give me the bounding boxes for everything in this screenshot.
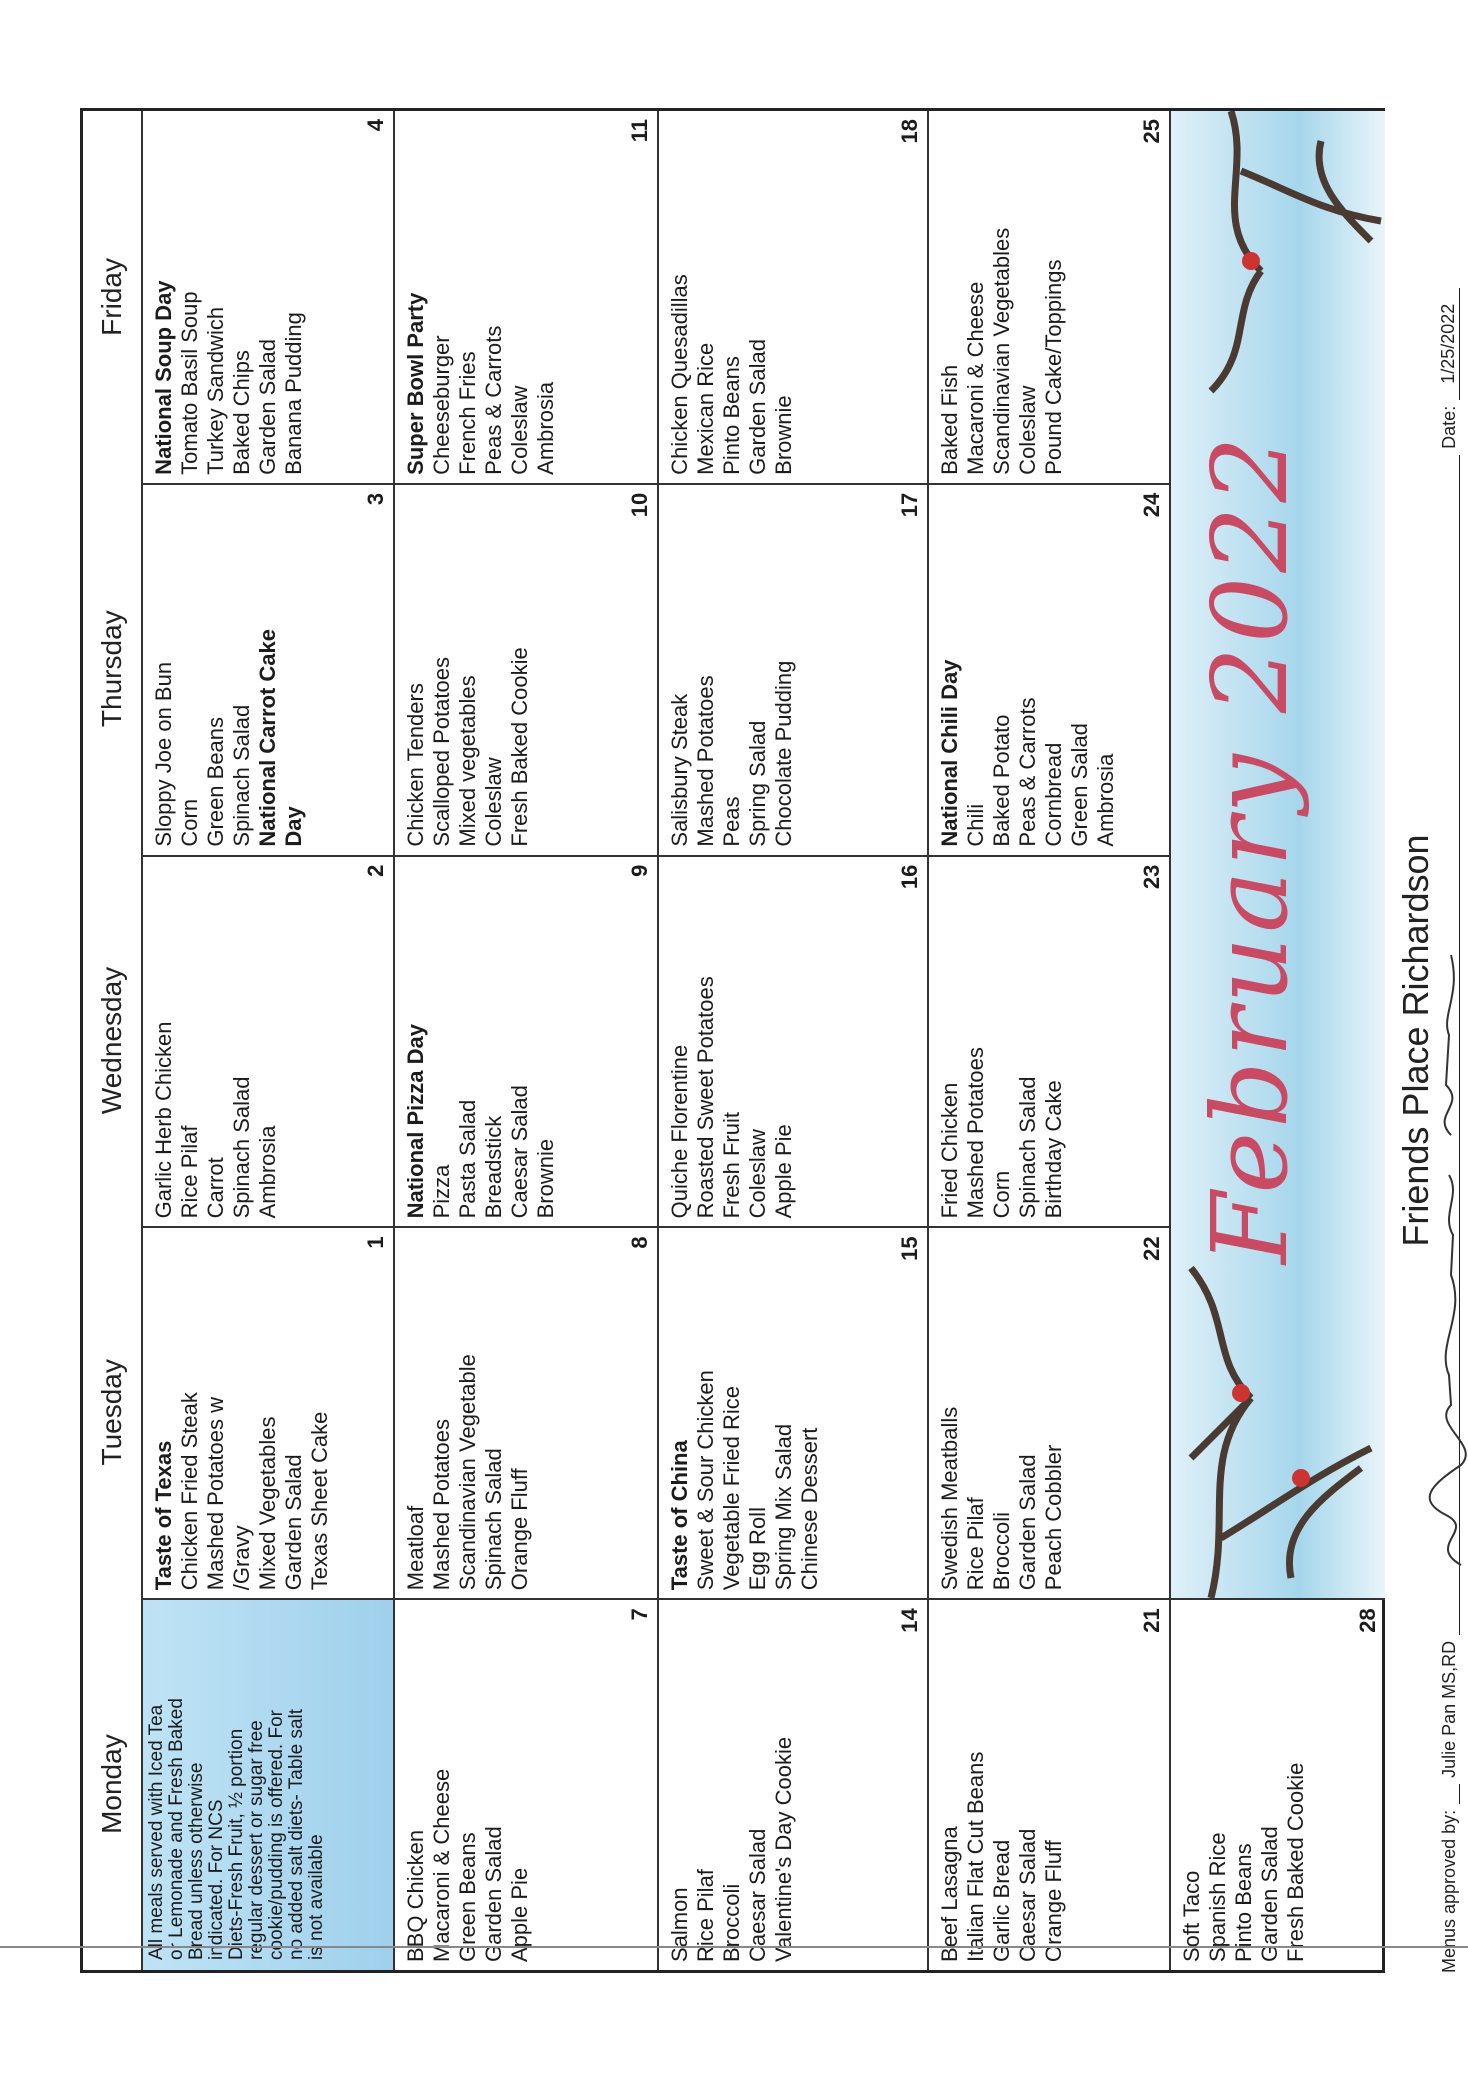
menu-item: BBQ Chicken: [403, 1829, 428, 1962]
menu-item: Garden Salad: [1015, 1454, 1040, 1591]
signature-line: [1459, 455, 1460, 1635]
menu-theme: Taste of China: [667, 1440, 692, 1591]
meal-note: [143, 1600, 393, 1970]
menu-item: Peas & Carrots: [1015, 697, 1040, 847]
day-cell: [141, 1226, 393, 1598]
menu-item: Ambrosia: [533, 381, 558, 475]
menu-item: Soft Taco: [1179, 1870, 1204, 1962]
menu-item: Macaroni & Cheese: [429, 1768, 454, 1962]
day-cell: [393, 1226, 657, 1598]
menu-theme: Taste of Texas: [151, 1440, 176, 1591]
calendar-grid: [141, 111, 1385, 1970]
menu-item: Breadstick: [481, 1115, 506, 1219]
day-number: 7: [627, 1608, 652, 1621]
menu-items: [403, 121, 559, 475]
menu-item: Mashed Potatoes: [963, 1047, 988, 1219]
meal-note-line: Diets-Fresh Fruit, ½ portion: [226, 1728, 247, 1960]
approver-name: Julie Pan MS,RD: [1439, 1640, 1459, 1778]
day-number: 21: [1139, 1608, 1164, 1633]
menu-item: Baked Chips: [229, 350, 254, 475]
meal-note-line: is not available: [306, 1834, 327, 1960]
menu-items: [151, 1238, 333, 1590]
day-name-wednesday: Wednesday: [96, 966, 127, 1115]
day-number: 11: [627, 119, 652, 143]
day-number: 17: [897, 492, 922, 518]
menu-item: Pinto Beans: [1231, 1843, 1256, 1962]
menu-item: Garden Salad: [255, 339, 280, 475]
day-cell: [393, 483, 657, 855]
menu-items: [937, 867, 1067, 1219]
menu-item: Mixed Vegetables: [255, 1416, 280, 1591]
day-cell: [657, 855, 927, 1227]
menu-item: Orange Fluff: [1041, 1840, 1066, 1962]
menu-theme: Super Bowl Party: [403, 292, 428, 475]
menu-item: Peas: [719, 796, 744, 847]
banner-title: February 2022: [1189, 432, 1311, 1264]
menu-item: Baked Potato: [989, 714, 1014, 847]
menu-item: Spinach Salad: [229, 704, 254, 847]
day-number: 9: [627, 864, 652, 877]
menu-item: Scandinavian Vegetable: [455, 1354, 480, 1591]
day-cell: [141, 111, 393, 483]
menu-item: Spring Mix Salad: [771, 1423, 796, 1591]
menu-item: Rice Pilaf: [693, 1869, 718, 1962]
menu-item: Meatloaf: [403, 1505, 428, 1591]
day-number: 24: [1139, 492, 1164, 518]
menu-item: Swedish Meatballs: [937, 1406, 962, 1591]
menu-item: Chicken Tenders: [403, 683, 428, 847]
menu-item: Orange Fluff: [507, 1468, 532, 1591]
menu-item: Mashed Potatoes: [693, 675, 718, 847]
menu-item: Pizza: [429, 1164, 454, 1219]
menu-item: Pinto Beans: [719, 356, 744, 475]
menu-items: [667, 121, 797, 475]
day-cell: [657, 1226, 927, 1598]
menu-item: Vegetable Fried Rice: [719, 1385, 744, 1591]
day-number: 14: [897, 1608, 922, 1633]
menu-theme: National Carrot Cake: [255, 628, 280, 847]
approval-line: [1438, 108, 1460, 1973]
menu-item: Fresh Baked Cookie: [1283, 1762, 1308, 1962]
scan-edge-line: [0, 1945, 1468, 1949]
menu-item: Pasta Salad: [455, 1099, 480, 1219]
menu-theme: National Chili Day: [937, 659, 962, 847]
menu-item: Fresh Fruit: [719, 1112, 744, 1219]
menu-items: [667, 495, 797, 847]
menu-item: Spanish Rice: [1205, 1832, 1230, 1962]
menu-item: Apple Pie: [507, 1867, 532, 1962]
menu-item: Caesar Salad: [745, 1828, 770, 1962]
menu-items: [403, 867, 559, 1219]
day-number: 22: [1139, 1236, 1164, 1261]
menu-item: Chili: [963, 803, 988, 847]
menu-item: Scalloped Potatoes: [429, 657, 454, 847]
menu-item: /Gravy: [229, 1525, 254, 1591]
menu-item: Baked Fish: [937, 364, 962, 475]
menu-item: Scandinavian Vegetables: [989, 227, 1014, 475]
menu-item: Pound Cake/Toppings: [1041, 259, 1066, 475]
meal-note-line: regular dessert or sugar free: [246, 1720, 267, 1960]
day-cell: [927, 1226, 1169, 1598]
menu-item: Caesar Salad: [507, 1085, 532, 1219]
menu-item: Chicken Fried Steak: [177, 1392, 202, 1591]
menu-item: Mashed Potatoes w: [203, 1396, 228, 1591]
menu-items: [937, 495, 1119, 847]
menu-item: Carrot: [203, 1157, 228, 1219]
day-number: 15: [897, 1236, 922, 1261]
menu-item: French Fries: [455, 351, 480, 475]
menu-items: [937, 121, 1067, 475]
menu-item: Garlic Herb Chicken: [151, 1021, 176, 1219]
menu-item: Green Salad: [1067, 723, 1092, 847]
menu-item: Chocolate Pudding: [771, 660, 796, 847]
menu-theme: National Pizza Day: [403, 1024, 428, 1219]
menu-item: Sloppy Joe on Bun: [151, 661, 176, 847]
facility-name: Friends Place Richardson: [1395, 834, 1436, 1247]
day-name-tuesday: Tuesday: [96, 1359, 127, 1466]
menu-item: Corn: [177, 798, 202, 847]
day-number: 10: [627, 492, 652, 518]
menu-item: Chinese Dessert: [797, 1427, 822, 1591]
approval-label: Menus approved by:: [1439, 1809, 1459, 1973]
menu-item: Birthday Cake: [1041, 1080, 1066, 1219]
day-cell: [927, 855, 1169, 1227]
day-cell: [927, 483, 1169, 855]
menu-items: [403, 1610, 533, 1962]
menu-item: Tomato Basil Soup: [177, 291, 202, 475]
day-cell: [657, 483, 927, 855]
menu-item: Rice Pilaf: [963, 1497, 988, 1591]
menu-item: Garlic Bread: [989, 1839, 1014, 1962]
menu-item: Egg Roll: [745, 1507, 770, 1591]
day-cell: [393, 1598, 657, 1970]
menu-item: Coleslaw: [1015, 385, 1040, 475]
menu-item: Broccoli: [719, 1883, 744, 1962]
menu-items: [403, 495, 533, 847]
menu-item: Corn: [989, 1170, 1014, 1219]
menu-calendar: [80, 108, 1385, 1973]
menu-item: Macaroni & Cheese: [963, 281, 988, 475]
menu-item: Coleslaw: [507, 385, 532, 475]
day-number: 4: [363, 119, 388, 132]
day-cell: [141, 483, 393, 855]
menu-item: Green Beans: [455, 1832, 480, 1962]
menu-item: Salmon: [667, 1887, 692, 1962]
menu-items: [151, 495, 307, 847]
menu-items: [151, 867, 281, 1219]
day-number: 1: [363, 1236, 388, 1249]
menu-item: Ambrosia: [255, 1125, 280, 1219]
day-number: 16: [897, 864, 922, 890]
menu-items: [667, 867, 797, 1219]
menu-item: Valentine's Day Cookie: [771, 1736, 796, 1962]
menu-item: Spinach Salad: [229, 1076, 254, 1219]
menu-item: Mixed vegetables: [455, 675, 480, 847]
menu-items: [403, 1238, 533, 1590]
menu-items: [667, 1238, 823, 1590]
menu-item: Spring Salad: [745, 720, 770, 847]
menu-items: [937, 1610, 1067, 1962]
meal-note-line: indicated. For NCS: [206, 1799, 227, 1960]
menu-item: Rice Pilaf: [177, 1125, 202, 1219]
meal-note-line: Bread unless otherwise: [186, 1762, 207, 1960]
menu-items: [667, 1610, 797, 1962]
day-number: 2: [363, 864, 388, 877]
day-number: 3: [363, 492, 388, 506]
day-cell: [657, 1598, 927, 1970]
menu-item: Mashed Potatoes: [429, 1418, 454, 1591]
menu-item: Chicken Quesadillas: [667, 274, 692, 475]
menu-item: Fried Chicken: [937, 1082, 962, 1219]
date-label: Date:: [1439, 405, 1459, 449]
meal-note-line: cookie/pudding is offered. For: [266, 1710, 287, 1960]
menu-item: Garden Salad: [281, 1454, 306, 1591]
menu-item: Sweet & Sour Chicken: [693, 1370, 718, 1591]
menu-item: Caesar Salad: [1015, 1828, 1040, 1962]
menu-item: Mexican Rice: [693, 342, 718, 475]
menu-item: Cheeseburger: [429, 335, 454, 475]
day-cell: [657, 111, 927, 483]
day-name-thursday: Thursday: [96, 610, 127, 728]
menu-item: Garden Salad: [745, 339, 770, 475]
menu-item: Green Beans: [203, 716, 228, 847]
menu-item: Roasted Sweet Potatoes: [693, 976, 718, 1219]
menu-item: Coleslaw: [745, 1129, 770, 1219]
day-cell: [393, 855, 657, 1227]
menu-items: [1179, 1610, 1309, 1962]
day-number: 25: [1139, 119, 1164, 144]
meal-note-line: All meals served with Iced Tea: [146, 1704, 167, 1960]
menu-item: Broccoli: [989, 1511, 1014, 1591]
meal-note-line: or Lemonade and Fresh Baked: [166, 1698, 187, 1960]
menu-item: Garden Salad: [1257, 1826, 1282, 1962]
day-number: 28: [1355, 1608, 1380, 1633]
day-name-monday: Monday: [96, 1734, 127, 1834]
handwritten-signature: [1421, 875, 1468, 1575]
day-header-row: [83, 111, 141, 1970]
day-cell: [927, 1598, 1169, 1970]
day-cell: [393, 111, 657, 483]
approval-blank: [1459, 1784, 1460, 1804]
menu-item: Quiche Florentine: [667, 1044, 692, 1219]
menu-item: Garden Salad: [481, 1826, 506, 1962]
menu-item: Fresh Baked Cookie: [507, 647, 532, 847]
menu-item: Texas Sheet Cake: [307, 1411, 332, 1591]
menu-item: Peas & Carrots: [481, 325, 506, 475]
day-cell: [141, 1598, 393, 1970]
day-cell: [927, 111, 1169, 483]
menu-items: [937, 1238, 1067, 1590]
menu-item: Salisbury Steak: [667, 693, 692, 847]
menu-item: Italian Flat Cut Beans: [963, 1751, 988, 1962]
day-number: 18: [897, 119, 922, 144]
menu-item: Apple Pie: [771, 1124, 796, 1219]
month-banner: [1169, 111, 1385, 1598]
day-cell: [141, 855, 393, 1227]
menu-item: Peach Cobbler: [1041, 1444, 1066, 1591]
menu-item: Turkey Sandwich: [203, 306, 228, 475]
day-number: 23: [1139, 864, 1164, 890]
menu-item: Cornbread: [1041, 742, 1066, 847]
menu-item: Spinach Salad: [1015, 1076, 1040, 1219]
meal-note-line: no added salt diets- Table salt: [286, 1708, 307, 1960]
approval-date: 1/25/2022: [1438, 288, 1460, 400]
menu-item: Spinach Salad: [481, 1448, 506, 1591]
menu-item: Brownie: [771, 395, 796, 475]
day-name-friday: Friday: [96, 258, 127, 336]
menu-item: Ambrosia: [1093, 753, 1118, 847]
menu-item: Banana Pudding: [281, 312, 306, 475]
menu-item: Brownie: [533, 1138, 558, 1219]
menu-item: Beef Lasagna: [937, 1826, 962, 1962]
menu-items: [151, 121, 307, 475]
menu-theme: Day: [281, 806, 306, 847]
day-cell: [1169, 1598, 1385, 1970]
menu-theme: National Soup Day: [151, 280, 176, 475]
menu-item: Coleslaw: [481, 757, 506, 847]
day-number: 8: [627, 1236, 652, 1249]
